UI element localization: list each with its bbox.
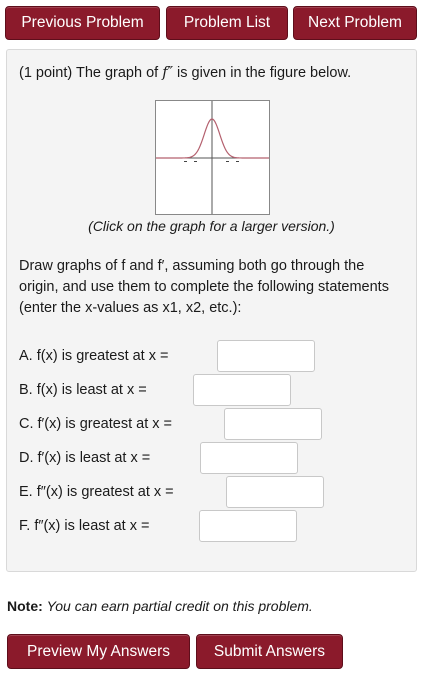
question-e-letter: E. [19, 484, 33, 500]
question-b-text: f(x) is least at x = [36, 382, 147, 398]
graph-svg[interactable] [156, 101, 269, 214]
problem-panel [6, 49, 417, 572]
question-c-text: f′(x) is greatest at x = [37, 416, 173, 432]
note-label: Note: [7, 598, 43, 614]
next-problem-button[interactable]: Next Problem [293, 6, 417, 40]
question-b-label [19, 382, 147, 398]
intro-suffix: is given in the figure below. [177, 65, 352, 81]
question-b [19, 374, 309, 406]
question-c [19, 408, 339, 440]
problem-instructions: Draw graphs of f and f′, assuming both go through the origin, and use them to complete the following statements (enter the x-values as x1, x2, etc.): [19, 258, 389, 316]
answer-e-input[interactable] [226, 476, 324, 508]
question-f-label [19, 518, 149, 534]
graph-thumbnail[interactable] [155, 100, 270, 215]
intro-function: f″ [162, 65, 174, 81]
question-c-letter: C. [19, 416, 34, 432]
question-a [19, 340, 329, 372]
answer-actions [7, 634, 417, 669]
preview-answers-button[interactable]: Preview My Answers [7, 634, 190, 669]
answer-c-input[interactable] [224, 408, 322, 440]
intro-prefix: (1 point) The graph of [19, 65, 159, 81]
question-d-text: f′(x) is least at x = [37, 450, 151, 466]
previous-problem-button[interactable]: Previous Problem [5, 6, 160, 40]
answer-d-input[interactable] [200, 442, 298, 474]
question-e-text: f″(x) is greatest at x = [36, 484, 174, 500]
question-a-text: f(x) is greatest at x = [36, 348, 169, 364]
partial-credit-note [7, 598, 313, 614]
question-f-letter: F. [19, 518, 31, 534]
answer-b-input[interactable] [193, 374, 291, 406]
question-c-label [19, 416, 172, 432]
problem-intro [19, 65, 351, 81]
graph-caption: (Click on the graph for a larger version.) [88, 218, 335, 234]
answer-a-input[interactable] [217, 340, 315, 372]
question-d-letter: D. [19, 450, 34, 466]
submit-answers-button[interactable]: Submit Answers [196, 634, 343, 669]
question-b-letter: B. [19, 382, 33, 398]
question-d [19, 442, 309, 474]
question-e-label [19, 484, 174, 500]
question-f-text: f″(x) is least at x = [34, 518, 150, 534]
question-e [19, 476, 329, 508]
question-a-letter: A. [19, 348, 33, 364]
question-f [19, 510, 309, 542]
question-d-label [19, 450, 150, 466]
problem-navigation [5, 6, 417, 40]
answer-f-input[interactable] [199, 510, 297, 542]
note-text: You can earn partial credit on this problem. [46, 598, 313, 614]
question-a-label [19, 348, 169, 364]
problem-list-button[interactable]: Problem List [166, 6, 288, 40]
